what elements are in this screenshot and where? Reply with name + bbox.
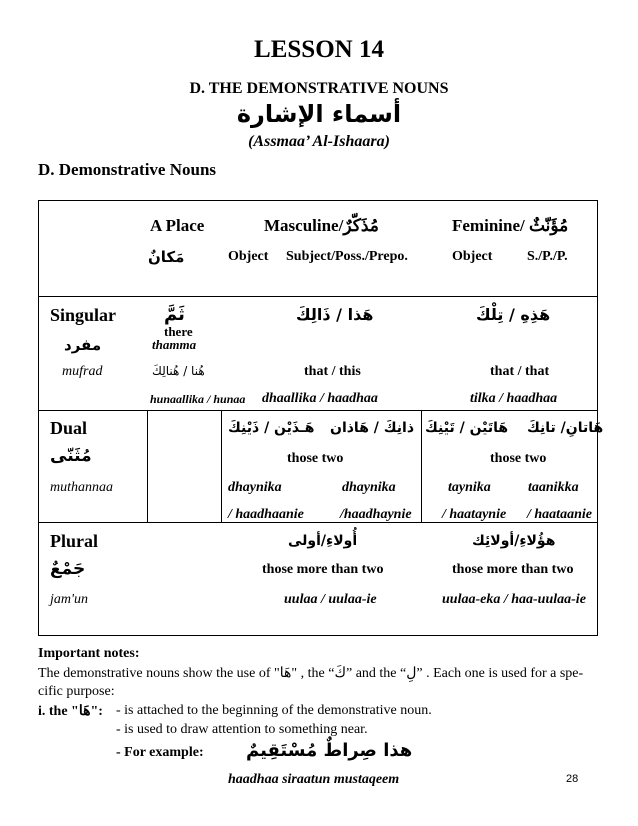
singular-masc-ar: هَذا / ذَالِكَ	[296, 305, 374, 324]
section-heading: D. Demonstrative Nouns	[38, 160, 217, 179]
plural-fem-ar: هؤُلاءِ/أولائِك	[472, 533, 556, 549]
example-arabic: هذا صِراطٌ مُسْتَقِيمٌ	[246, 740, 413, 761]
header-a-place: A Place	[150, 216, 205, 235]
row-label-dual-tr: muthannaa	[50, 480, 113, 495]
row-label-singular-tr: mufrad	[62, 364, 103, 379]
plural-masc-ar: أُولاءِ/أولى	[288, 533, 358, 549]
dual-fem-tr-b2: / haataanie	[527, 507, 592, 522]
singular-fem-tr: tilka / haadhaa	[470, 391, 558, 406]
singular-place-tr2: hunaallika / hunaa	[150, 392, 246, 406]
singular-place-en: there	[164, 324, 193, 339]
subheader-masc-object: Object	[228, 249, 269, 264]
subheader-place-ar: مَكانٌ	[148, 248, 185, 266]
plural-fem-en: those more than two	[452, 562, 574, 577]
singular-masc-en: that / this	[304, 364, 361, 379]
header-masculine: Masculine/مُذَكّرٌ	[264, 216, 379, 235]
row-label-singular: Singular	[50, 305, 117, 325]
subheader-masc-subject: Subject/Poss./Prepo.	[286, 249, 408, 264]
transliteration-title: (Assmaa’ Al-Ishaara)	[248, 133, 390, 150]
table-divider	[38, 296, 598, 297]
table-divider	[221, 410, 222, 522]
arabic-title: أسماء الإشارة	[236, 100, 402, 128]
singular-place-ar2: هُنا / هُنالِكَ	[152, 364, 205, 378]
table-divider	[421, 410, 422, 522]
table-divider	[147, 410, 148, 522]
page-number: 28	[566, 773, 579, 785]
dual-fem-tr-a1: taynika	[448, 480, 491, 495]
notes-item-line-1: - is attached to the beginning of the demonstrative noun.	[116, 703, 432, 718]
notes-heading: Important notes:	[38, 646, 140, 661]
singular-place-tr: thamma	[152, 337, 197, 352]
dual-fem-tr-b1: taanikka	[528, 480, 579, 495]
example-label: - For example:	[116, 745, 204, 760]
dual-masc-en: those two	[287, 451, 344, 466]
header-feminine: Feminine/ مُؤَنّثٌ	[452, 216, 569, 235]
dual-fem-ar-a: هَاتَيْن / تَيْنِكَ	[425, 420, 509, 436]
notes-item-label: i. the "هَا":	[38, 704, 103, 719]
table-divider	[38, 522, 598, 523]
dual-masc-tr-a1: dhaynika	[228, 480, 282, 495]
row-label-dual-ar: مُثَنّى	[50, 446, 92, 466]
row-label-plural: Plural	[50, 531, 98, 551]
row-label-plural-ar: جَمْعٌ	[50, 559, 86, 579]
plural-masc-tr: uulaa / uulaa-ie	[284, 592, 377, 607]
singular-place-ar: ثَمَّ	[164, 304, 185, 325]
notes-line-1: The demonstrative nouns show the use of "هَا" , the “كَ” and the “لِ” . Each one is used for a spe-	[38, 666, 584, 681]
subheader-fem-object: Object	[452, 249, 493, 264]
plural-fem-tr: uulaa-eka / haa-uulaa-ie	[442, 592, 586, 607]
notes-item-line-2: - is used to draw attention to something near.	[116, 722, 368, 737]
dual-masc-ar-b: ذانِكَ / هَاذان	[330, 420, 415, 436]
dual-fem-ar-b: هَاتانِ/ تانِكَ	[527, 420, 604, 436]
example-transliteration: haadhaa siraatun mustaqeem	[228, 772, 400, 787]
dual-fem-en: those two	[490, 451, 547, 466]
dual-masc-ar-a: هَـذَيْن / ذَيْنِكَ	[228, 420, 315, 436]
table-divider	[38, 410, 598, 411]
plural-masc-en: those more than two	[262, 562, 384, 577]
singular-fem-en: that / that	[490, 364, 550, 379]
subheader-fem-subject: S./P./P.	[527, 249, 568, 264]
dual-fem-tr-a2: / haataynie	[442, 507, 507, 522]
row-label-plural-tr: jam'un	[50, 592, 88, 607]
singular-fem-ar: هَذِهِ / تِلْكَ	[476, 305, 551, 324]
subtitle: D. THE DEMONSTRATIVE NOUNS	[189, 80, 449, 97]
singular-masc-tr: dhaallika / haadhaa	[262, 391, 378, 406]
notes-line-2: cific purpose:	[38, 684, 115, 699]
dual-masc-tr-b1: dhaynika	[342, 480, 396, 495]
lesson-title: LESSON 14	[254, 36, 384, 63]
dual-masc-tr-b2: /haadhaynie	[340, 507, 412, 522]
row-label-singular-ar: مفرد	[64, 336, 102, 354]
row-label-dual: Dual	[50, 418, 88, 438]
dual-masc-tr-a2: / haadhaanie	[228, 507, 304, 522]
